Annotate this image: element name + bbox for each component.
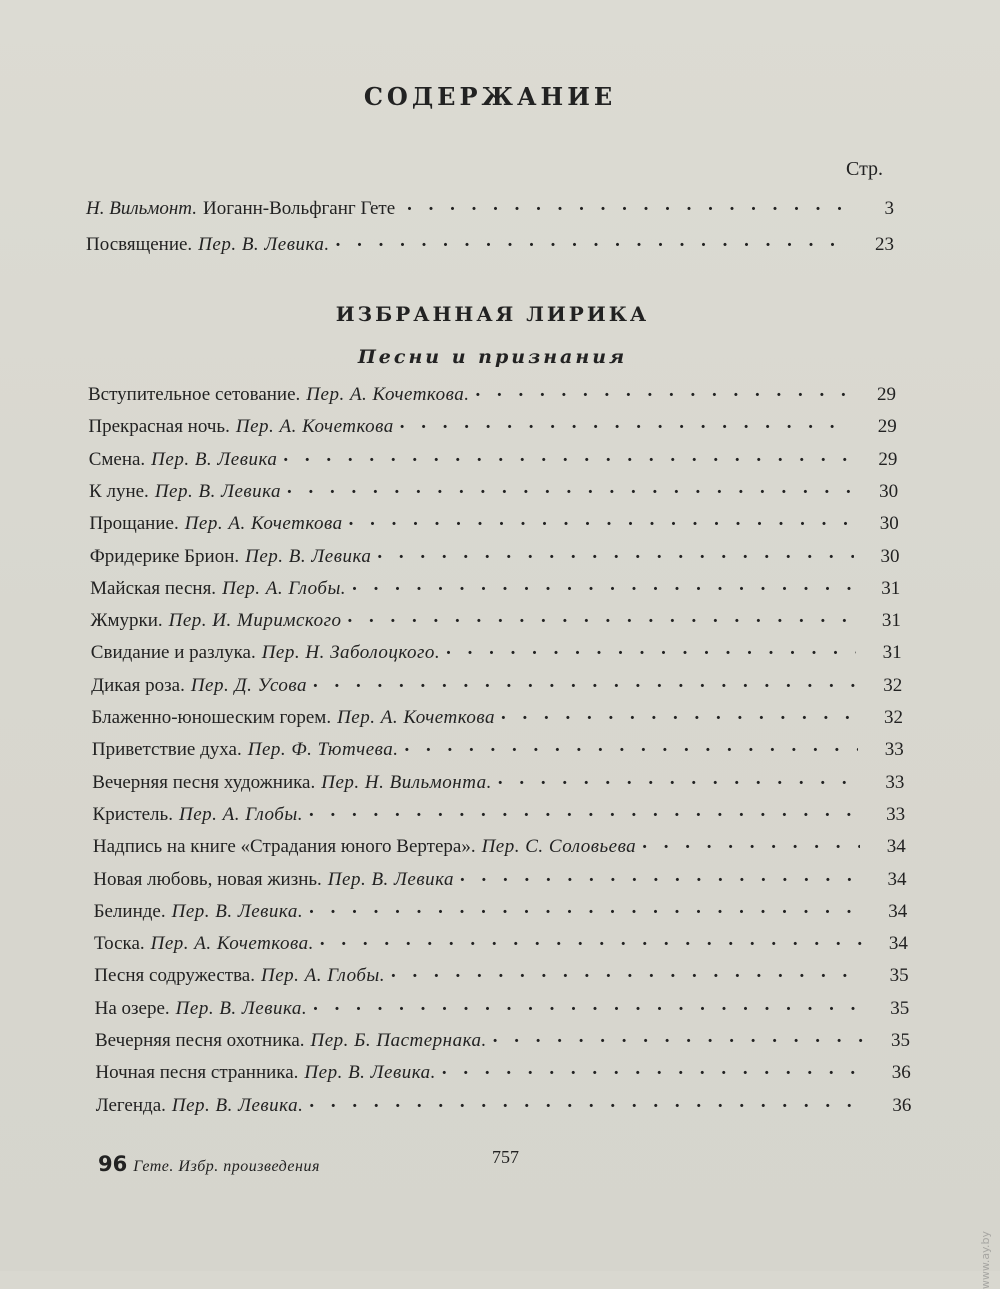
entry-translator: Пер. В. Левика. xyxy=(171,1094,304,1116)
dot-leader xyxy=(349,509,853,529)
entry-page: 33 xyxy=(885,771,905,793)
signature-text: Гете. Избр. произведения xyxy=(133,1158,320,1175)
dot-leader xyxy=(313,994,863,1014)
entry-page: 36 xyxy=(892,1094,912,1116)
entry-title: На озере. xyxy=(94,997,170,1019)
toc-entry xyxy=(88,412,896,442)
entry-title: Вечерняя песня художника. xyxy=(92,771,316,793)
entry-translator: Пер. С. Соловьева xyxy=(481,836,637,858)
dot-leader xyxy=(283,445,851,465)
toc-entry xyxy=(94,961,908,991)
dot-leader xyxy=(475,380,850,400)
dot-leader xyxy=(493,1026,864,1046)
entry-translator: Пер. А. Кочеткова xyxy=(337,707,495,728)
page-title: СОДЕРЖАНИЕ xyxy=(363,82,617,111)
entry-title: Песня содружества. xyxy=(94,965,255,987)
dot-leader xyxy=(287,477,852,497)
entry-translator: Пер. В. Левика xyxy=(154,480,282,502)
entry-title: Дикая роза. xyxy=(91,674,185,696)
entry-title: Иоганн-Вольфганг Гете xyxy=(203,198,396,219)
entry-title: Тоска. xyxy=(93,933,145,955)
dot-leader xyxy=(498,768,858,788)
pages-column-label: Стр. xyxy=(846,158,884,180)
entry-page: 30 xyxy=(879,513,899,535)
dot-leader xyxy=(400,412,851,432)
entry-page: 33 xyxy=(884,739,904,761)
toc-entry xyxy=(86,194,894,224)
entry-page: 35 xyxy=(890,997,910,1019)
entry-translator: Пер. А. Глобы. xyxy=(178,803,303,825)
entry-title: Новая любовь, новая жизнь. xyxy=(93,868,322,890)
toc-entry xyxy=(94,929,908,959)
section-title: ИЗБРАННАЯ ЛИРИКА xyxy=(335,302,650,326)
dot-leader xyxy=(642,832,860,852)
toc-entry xyxy=(91,638,902,668)
toc-entry xyxy=(91,671,902,701)
dot-leader xyxy=(377,542,853,562)
signature-line xyxy=(98,1152,320,1176)
entry-page: 34 xyxy=(888,900,908,922)
toc-entry xyxy=(94,897,908,927)
entry-title: Посвящение. xyxy=(86,234,193,255)
toc-entry xyxy=(89,477,898,507)
entry-translator: Пер. В. Левика. xyxy=(304,1062,436,1084)
toc-entry xyxy=(95,1058,910,1088)
entry-page: 35 xyxy=(889,965,909,987)
dot-leader xyxy=(313,671,856,691)
entry-translator: Пер. И. Миримского xyxy=(168,610,342,632)
dot-leader xyxy=(391,961,863,981)
dot-leader xyxy=(405,735,858,755)
toc-entry xyxy=(95,994,910,1024)
entry-page: 29 xyxy=(877,384,896,405)
toc-entry xyxy=(86,230,894,260)
entry-page: 36 xyxy=(891,1062,911,1084)
entry-title: Майская песня. xyxy=(90,577,217,599)
dot-leader xyxy=(442,1058,865,1078)
entry-translator: Пер. Н. Вильмонта. xyxy=(321,771,492,793)
dot-leader xyxy=(309,897,861,917)
entry-title: Кристель. xyxy=(92,803,173,825)
entry-page: 29 xyxy=(878,448,898,470)
entry-title: Надпись на книге «Страдания юного Вертера». xyxy=(92,836,476,858)
entry-title: Прощание. xyxy=(89,513,179,535)
dot-leader xyxy=(336,230,848,250)
toc-entry xyxy=(88,380,896,410)
entry-page: 30 xyxy=(880,545,900,567)
entry-title: Вечерняя песня охотника. xyxy=(95,1030,305,1051)
entry-author: Н. Вильмонт. xyxy=(86,198,198,219)
dot-leader xyxy=(501,703,857,723)
toc-entry xyxy=(95,1026,910,1056)
toc-entry xyxy=(93,800,906,830)
entry-translator: Пер. В. Левика. xyxy=(175,997,308,1019)
dot-leader xyxy=(352,574,854,594)
entry-translator: Пер. А. Глобы. xyxy=(222,577,347,599)
entry-translator: Пер. А. Кочеткова. xyxy=(306,384,470,405)
entry-title: Прекрасная ночь. xyxy=(88,416,230,438)
entry-title: Блаженно-юношеским горем. xyxy=(91,707,332,728)
dot-leader xyxy=(309,800,859,820)
entry-title: Свидание и разлука. xyxy=(90,642,256,664)
entry-title: Белинде. xyxy=(93,900,166,922)
toc-entry xyxy=(90,606,900,636)
signature-number: 96 xyxy=(98,1152,128,1176)
entry-title: Ночная песня странника. xyxy=(95,1062,299,1084)
toc-entry xyxy=(90,542,900,572)
entry-title: Вступительное сетование. xyxy=(88,384,301,405)
entry-page: 31 xyxy=(881,610,901,632)
entry-translator: Пер. В. Левика xyxy=(151,448,278,470)
entry-translator: Пер. В. Левика. xyxy=(198,234,330,255)
entry-page: 30 xyxy=(879,480,899,502)
entry-page: 23 xyxy=(875,234,894,255)
dot-leader xyxy=(320,929,862,949)
entry-translator: Пер. В. Левика xyxy=(327,868,455,890)
entry-page: 29 xyxy=(877,416,897,438)
entry-translator: Пер. А. Кочеткова. xyxy=(150,933,314,955)
dot-leader xyxy=(460,865,860,885)
toc-entry xyxy=(89,445,898,475)
entry-title: Приветствие духа. xyxy=(91,739,242,761)
entry-translator: Пер. А. Кочеткова xyxy=(235,416,394,438)
toc-entry xyxy=(93,865,906,895)
entry-page: 31 xyxy=(881,577,901,599)
entry-page: 3 xyxy=(884,198,894,219)
entry-translator: Пер. В. Левика. xyxy=(171,900,304,922)
toc-entry xyxy=(92,703,904,733)
entry-translator: Пер. Н. Заболоцкого. xyxy=(261,642,441,664)
entry-page: 32 xyxy=(883,674,903,696)
entry-translator: Пер. А. Глобы. xyxy=(261,965,385,987)
dot-leader xyxy=(446,638,855,658)
entry-title: Смена. xyxy=(88,448,146,470)
entry-title: Жмурки. xyxy=(90,610,163,632)
entry-title: Фридерике Брион. xyxy=(89,545,240,567)
toc-entry xyxy=(93,832,906,862)
entry-page: 34 xyxy=(886,836,906,858)
entry-page: 34 xyxy=(888,933,908,955)
entry-translator: Пер. Д. Усова xyxy=(190,674,308,696)
toc-entry xyxy=(90,574,900,604)
entry-page: 31 xyxy=(882,642,902,664)
toc-entry xyxy=(89,509,898,539)
page-number: 757 xyxy=(492,1147,519,1167)
entry-translator: Пер. Ф. Тютчева. xyxy=(247,739,399,761)
entry-title: К луне. xyxy=(89,480,149,502)
watermark: www.ay.by xyxy=(979,1231,992,1289)
toc-entry xyxy=(92,735,904,765)
entry-page: 33 xyxy=(886,803,906,825)
toc-entry xyxy=(96,1091,912,1121)
dot-leader xyxy=(309,1091,865,1111)
entry-translator: Пер. Б. Пастернака. xyxy=(310,1030,487,1051)
entry-translator: Пер. В. Левика xyxy=(245,545,372,567)
entry-page: 32 xyxy=(884,707,903,728)
dot-leader xyxy=(407,194,848,214)
dot-leader xyxy=(347,606,854,626)
entry-translator: Пер. А. Кочеткова xyxy=(184,513,343,535)
entry-page: 35 xyxy=(891,1030,910,1051)
entry-page: 34 xyxy=(887,868,907,890)
subsection-title: Песни и признания xyxy=(357,346,628,368)
entry-title: Легенда. xyxy=(95,1094,166,1116)
toc-entry xyxy=(92,768,904,798)
